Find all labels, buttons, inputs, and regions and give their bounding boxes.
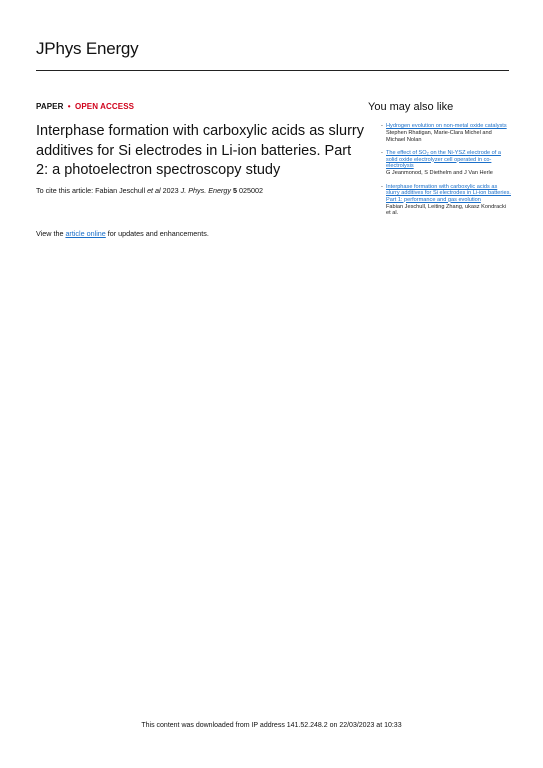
cite-etal: et al (147, 186, 161, 195)
view-suffix: for updates and enhancements. (105, 229, 209, 238)
cite-prefix: To cite this article: Fabian Jeschull (36, 186, 148, 195)
view-online-line (36, 229, 209, 238)
related-item-link[interactable]: The effect of SO₂ on the Ni-YSZ electrode of a solid oxide electrolyzer cell operated in co-electrolysis (386, 150, 501, 170)
paper-label: PAPER (36, 102, 64, 111)
cite-volume: 5 (232, 186, 237, 195)
citation-line (36, 186, 263, 195)
related-heading: You may also like (368, 101, 454, 113)
related-item-authors: Fabian Jeschull, Leiting Zhang, ukasz Kondracki et al. (386, 204, 507, 217)
journal-name: JPhys Energy (36, 39, 139, 58)
open-access-label: OPEN ACCESS (75, 102, 135, 111)
download-footer: This content was downloaded from IP address 141.52.248.2 on 22/03/2023 at 10:33 (141, 722, 402, 729)
related-item-authors: G Jeanmonod, S Diethelm and J Van Herle (386, 170, 493, 177)
related-item-authors: Stephen Rhatigan, Marie-Clara Michel and Michael Nolan (386, 130, 492, 143)
label-separator: • (67, 102, 71, 111)
cite-journal: J. Phys. Energy (180, 186, 231, 195)
article-online-link[interactable]: article online (65, 229, 106, 238)
related-item (381, 123, 511, 143)
related-item (381, 150, 511, 177)
view-prefix: View the (36, 229, 66, 238)
related-item-link[interactable]: Hydrogen evolution on non-metal oxide catalysts (386, 123, 507, 129)
header-rule (36, 70, 509, 71)
related-item-link[interactable]: Interphase formation with carboxylic acids as slurry additives for Si electrodes in Li-ion batteries. Part 1: performance and gas evolution (386, 183, 511, 203)
cite-number: 025002 (236, 186, 263, 195)
related-articles-list (381, 123, 511, 224)
article-title: Interphase formation with carboxylic acids as slurry additives for Si electrodes in Li-ion batteries. Part 2: a photoelectron spectroscopy study (36, 123, 364, 178)
article-type-line (36, 102, 134, 111)
related-item (381, 184, 511, 217)
cite-year: 2023 (160, 186, 181, 195)
